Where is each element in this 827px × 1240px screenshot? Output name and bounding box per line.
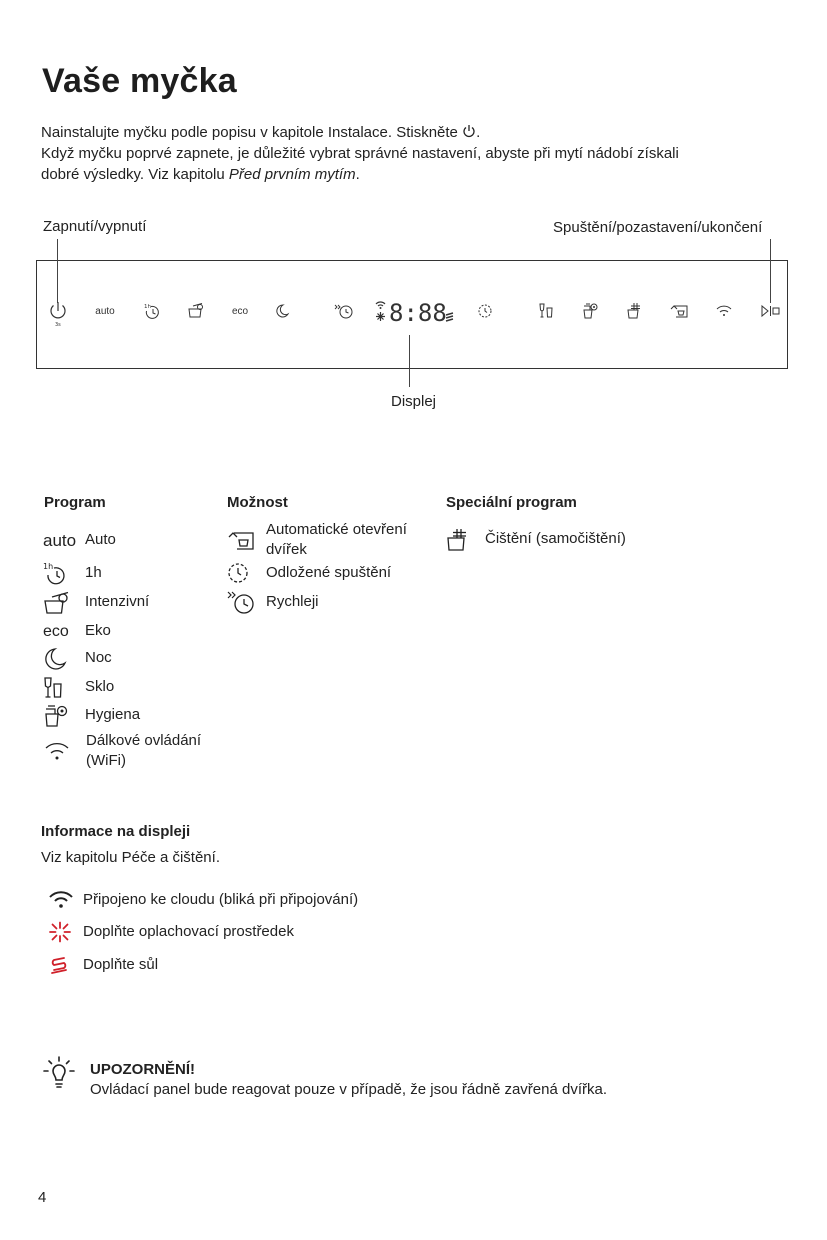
intro-text-1-end: . <box>476 124 481 141</box>
info-item-rinse-aid <box>48 921 294 943</box>
auto-icon: auto <box>43 531 77 550</box>
eco-icon: eco <box>43 623 69 640</box>
program-item-intensive <box>43 592 149 614</box>
delay-start-icon <box>476 302 494 320</box>
eco-icon: eco <box>231 305 249 317</box>
display-info-heading: Informace na displeji <box>41 823 191 840</box>
wifi-small-icon <box>376 302 385 309</box>
rinse-aid-small-icon <box>376 312 385 321</box>
program-item-hygiene <box>43 705 140 727</box>
option-label: Rychleji <box>266 593 319 610</box>
intro-line-3 <box>41 164 360 185</box>
one-hour-icon <box>43 563 77 585</box>
lightbulb-icon <box>42 1056 76 1097</box>
intensive-pot-icon <box>43 592 77 614</box>
self-clean-icon <box>625 302 643 320</box>
program-1h-button[interactable] <box>142 300 162 322</box>
leader-line-power <box>57 239 58 303</box>
program-label: Auto <box>85 531 116 548</box>
program-label-line: (WiFi) <box>86 752 126 769</box>
program-label: 1h <box>85 564 102 581</box>
warning-heading: UPOZORNĚNÍ! <box>90 1061 195 1078</box>
callout-start-pause: Spuštění/pozastavení/ukončení <box>553 219 763 236</box>
page-number: 4 <box>38 1189 47 1206</box>
program-label <box>86 731 201 771</box>
intro-text-1: Nainstalujte myčku podle popisu v kapitole Instalace. Stiskněte <box>41 124 458 141</box>
salt-icon <box>48 954 83 976</box>
glass-icon <box>538 302 554 320</box>
option-item-delay-start <box>227 563 391 585</box>
power-icon <box>462 123 476 144</box>
page-title: Vaše myčka <box>42 62 237 100</box>
hygiene-icon <box>43 705 77 727</box>
program-label-line: Dálkové ovládání <box>86 732 202 749</box>
program-label: Eko <box>85 622 111 639</box>
intro-text-3-end: . <box>355 166 360 183</box>
option-item-auto-door <box>227 520 407 562</box>
program-item-auto <box>43 530 116 552</box>
warning-text: Ovládací panel bude reagovat pouze v případě, že jsou řádně zavřená dvířka. <box>90 1081 607 1098</box>
auto-door-open-icon <box>669 302 689 320</box>
program-label: Intenzivní <box>85 593 150 610</box>
program-item-eco <box>43 621 111 643</box>
night-moon-icon <box>43 648 77 670</box>
svg-text:1h: 1h <box>144 304 151 310</box>
program-intensive-button[interactable] <box>186 300 206 322</box>
special-column-heading: Speciální program <box>446 494 577 511</box>
info-label: Připojeno ke cloudu (bliká při připojování) <box>83 891 359 908</box>
svg-text:3s: 3s <box>55 322 61 328</box>
leader-line-start <box>770 239 771 303</box>
intensive-pot-icon <box>187 302 205 320</box>
display-digits: 8:88 <box>389 299 447 324</box>
special-label: Čištění (samočištění) <box>485 530 626 547</box>
program-label: Noc <box>85 649 112 666</box>
callout-power: Zapnutí/vypnutí <box>43 218 147 235</box>
program-item-night <box>43 648 112 670</box>
callout-display: Displej <box>391 393 437 410</box>
intro-line-2: Když myčku poprvé zapnete, je důležité vybrat správné nastavení, abyste při mytí nádobí získali <box>41 145 679 162</box>
option-column-heading: Možnost <box>227 494 288 511</box>
program-night-button[interactable] <box>273 300 291 322</box>
program-item-glass <box>43 677 114 699</box>
wifi-icon <box>715 303 733 319</box>
faster-clock-icon <box>334 302 354 320</box>
one-hour-icon <box>143 302 161 320</box>
display-info-subtext: Viz kapitolu Péče a čištění. <box>41 849 220 866</box>
special-item-self-clean <box>446 529 626 551</box>
program-eco-button[interactable] <box>228 300 252 322</box>
option-label-line: Automatické otevření <box>266 521 407 538</box>
auto-icon: auto <box>95 305 115 317</box>
power-button[interactable] <box>46 300 70 328</box>
option-label <box>266 520 407 560</box>
start-pause-icon <box>760 304 782 318</box>
intro-line-1 <box>41 122 480 144</box>
option-delay-start-button[interactable] <box>475 300 495 322</box>
auto-door-open-icon <box>227 520 261 562</box>
glass-icon <box>43 677 77 699</box>
cloud-wifi-icon <box>48 889 83 911</box>
display <box>373 298 457 324</box>
info-item-salt <box>48 954 158 976</box>
program-auto-button[interactable] <box>90 300 120 322</box>
option-auto-door-button[interactable] <box>668 300 690 322</box>
program-self-clean-button[interactable] <box>624 300 644 322</box>
info-label: Doplňte oplachovací prostředek <box>83 923 294 940</box>
info-label: Doplňte sůl <box>83 956 159 973</box>
self-clean-icon <box>446 529 480 551</box>
program-hygiene-button[interactable] <box>580 300 600 322</box>
leader-line-display <box>409 335 410 387</box>
option-label: Odložené spuštění <box>266 564 392 581</box>
svg-text:1h: 1h <box>43 562 54 571</box>
night-moon-icon <box>274 303 290 319</box>
program-label: Hygiena <box>85 706 141 723</box>
program-column-heading: Program <box>44 494 106 511</box>
program-label: Sklo <box>85 678 115 695</box>
intro-text-3: dobré výsledky. Viz kapitolu <box>41 166 225 183</box>
program-item-wifi <box>43 731 201 771</box>
chapter-reference: Před prvním mytím <box>228 166 356 183</box>
remote-wifi-button[interactable] <box>714 300 734 322</box>
delay-start-icon <box>227 563 261 585</box>
program-glass-button[interactable] <box>537 300 555 322</box>
program-item-1h <box>43 563 102 585</box>
option-item-faster <box>227 592 319 614</box>
start-pause-button[interactable] <box>760 300 782 322</box>
option-faster-button[interactable] <box>333 300 355 322</box>
info-item-cloud <box>48 889 358 911</box>
faster-clock-icon <box>227 592 261 614</box>
salt-small-icon <box>446 313 453 321</box>
rinse-aid-icon <box>48 921 83 943</box>
hygiene-icon <box>581 302 599 320</box>
option-label-line: dvířek <box>266 541 307 558</box>
power-icon <box>46 300 70 328</box>
wifi-icon <box>43 731 77 771</box>
